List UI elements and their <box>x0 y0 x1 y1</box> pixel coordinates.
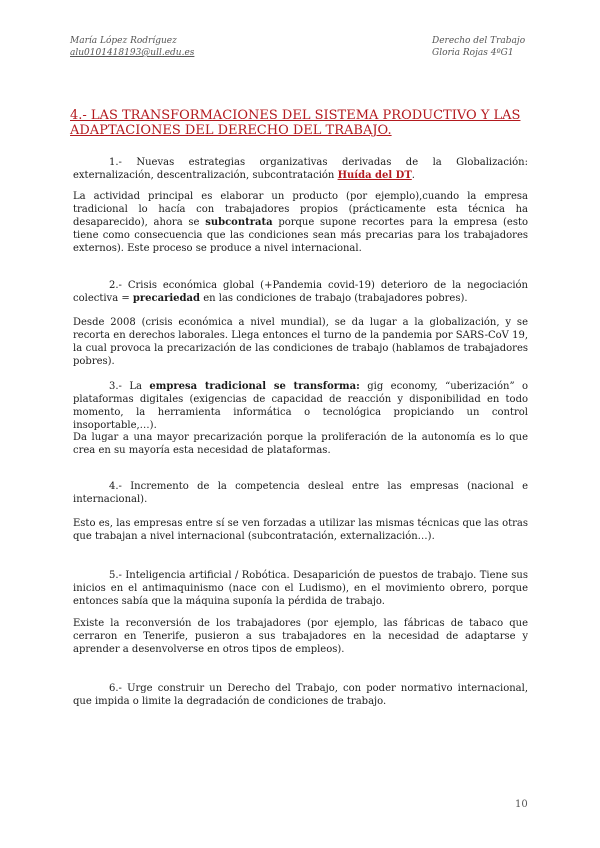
author-name: María López Rodríguez <box>70 36 177 46</box>
paragraph-2: Desde 2008 (crisis económica a nivel mundial), se da lugar a la globalización, y se recorta en derechos laborales. Llega entonces el turno de la pandemia por SARS-CoV 19, la cual provoca la precarización de las condiciones de trabajo (hablamos de trabajadores pobres). <box>73 317 528 367</box>
author-email-link[interactable]: alu0101418193@ull.edu.es <box>70 48 195 58</box>
paragraph-1: La actividad principal es elaborar un producto (por ejemplo),cuando la empresa tradicional lo hacía con trabajadores propios (prácticamente esta técnica ha desaparecido), ahora se subcontrata porque supone recortes para la empresa (esto tiene como consecuencia que las condiciones sean más precarias para los trabajadores externos). Este proceso se produce a nivel internacional. <box>73 191 528 254</box>
huida-dt-highlight: Huída del DT <box>337 170 412 181</box>
point-5: 5.- Inteligencia artificial / Robótica. Desaparición de puestos de trabajo. Tiene sus inicios en el antimaquinismo (nace con el Ludismo), en el movimiento obrero, porque entonces sabía que la máquina suponía la pérdida de trabajo. <box>73 570 528 607</box>
empresa-tradicional-highlight: empresa tradicional se transforma: <box>149 381 360 392</box>
paragraph-3: Da lugar a una mayor precarización porque la proliferación de la autonomía es lo que crea en su mayoría esta necesidad de plataformas. <box>73 432 528 456</box>
teacher-group: Gloria Rojas 4ºG1 <box>432 48 514 58</box>
paragraph-5: Existe la reconversión de los trabajadores (por ejemplo, las fábricas de tabaco que cerraron en Tenerife, pusieron a sus trabajadores en la necesidad de adaptarse y aprender a desenvolverse en otros tipos de empleos). <box>73 618 528 655</box>
paragraph-4: Esto es, las empresas entre sí se ven forzadas a utilizar las mismas técnicas que las otras que trabajan a nivel internacional (subcontratación, externalización…). <box>73 518 528 542</box>
header-right <box>432 35 525 59</box>
subject-name: Derecho del Trabajo <box>432 36 526 46</box>
point-3: 3.- La empresa tradicional se transforma: gig economy, “uberización” o plataformas digitales (exigencias de capacidad de reacción y disponibilidad en todo momento, la herramienta informática o tecnológica propiciando un control insoportable,…). <box>73 381 529 431</box>
subcontrata-highlight: subcontrata <box>205 217 273 228</box>
page-number: 10 <box>515 799 528 810</box>
point-4: 4.- Incremento de la competencia desleal entre las empresas (nacional e internacional). <box>73 481 528 505</box>
precariedad-highlight: precariedad <box>132 293 201 304</box>
point-2: 2.- Crisis económica global (+Pandemia covid-19) deterioro de la negociación colectiva = precariedad en las condiciones de trabajo (trabajadores pobres). <box>73 280 528 304</box>
point-1: 1.- Nuevas estrategias organizativas derivadas de la Globalización: externalización, descentralización, subcontratación Huída del DT. <box>73 157 528 181</box>
section-title: 4.- LAS TRANSFORMACIONES DEL SISTEMA PRODUCTIVO Y LAS ADAPTACIONES DEL DERECHO DEL TRABAJO. <box>70 108 521 138</box>
point-6: 6.- Urge construir un Derecho del Trabajo, con poder normativo internacional, que impida o limite la degradación de condiciones de trabajo. <box>73 683 528 707</box>
header-left <box>70 35 194 59</box>
